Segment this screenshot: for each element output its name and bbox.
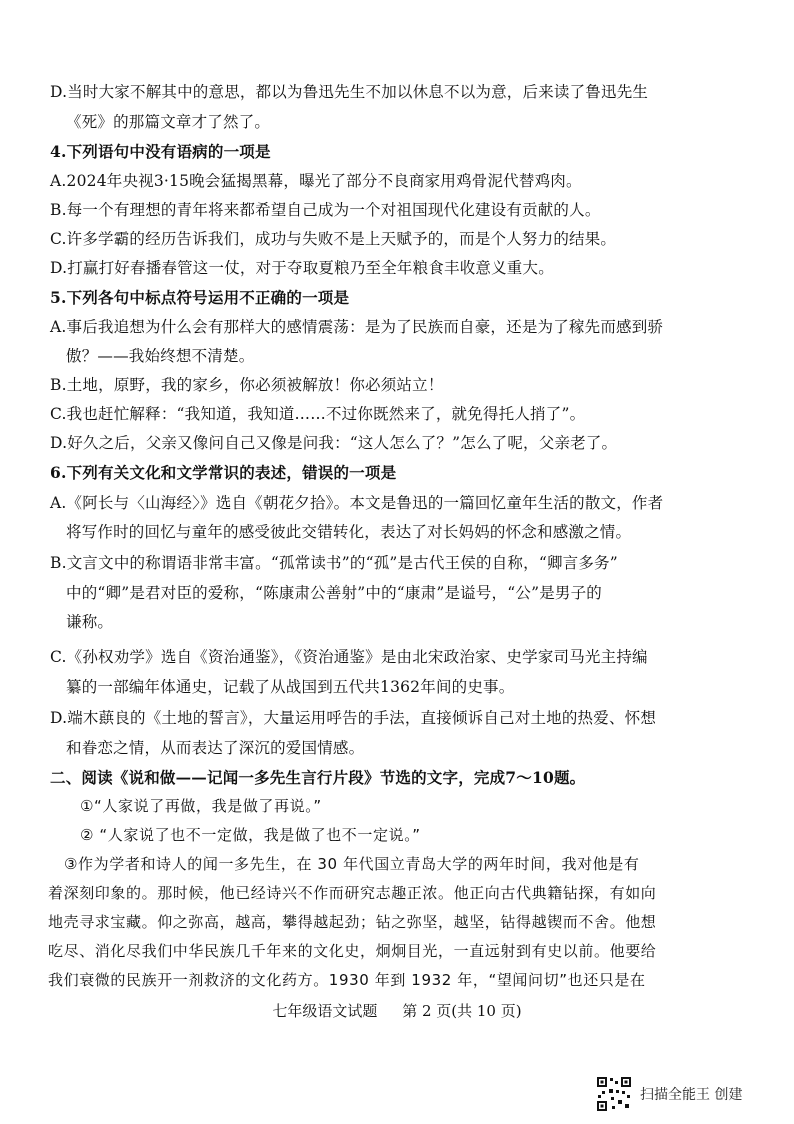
passage-line: 我们衰微的民族开一剂救济的文化药方。1930 年到 1932 年，“望闻问切”也还只是在 xyxy=(48,971,646,989)
option-line: A.2024年央视3·15晚会猛揭黑幕，曝光了部分不良商家用鸡骨泥代替鸡肉。 xyxy=(50,172,582,190)
option-line: 中的“卿”是君对臣的爱称，“陈康肃公善射”中的“康肃”是谥号，“公”是男子的 xyxy=(66,584,602,602)
option-line: A.《阿长与〈山海经〉》选自《朝花夕拾》。本文是鲁迅的一篇回忆童年生活的散文，作者 xyxy=(50,494,664,512)
passage-line: 吃尽、消化尽我们中华民族几千年来的文化史，炯炯目光，一直远射到有史以前。他要给 xyxy=(48,942,657,960)
scanner-watermark xyxy=(596,1074,742,1114)
question-heading: 4.下列语句中没有语病的一项是 xyxy=(50,142,271,161)
option-line: B.土地，原野，我的家乡，你必须被解放！你必须站立！ xyxy=(50,376,444,394)
option-line: D.打赢打好春播春管这一仗，对于夺取夏粮乃至全年粮食丰收意义重大。 xyxy=(50,259,554,277)
watermark-text: 扫描全能王 创建 xyxy=(640,1087,743,1103)
text-line: 《死》的那篇文章才了然了。 xyxy=(66,113,271,131)
page-number: 第 2 页(共 10 页) xyxy=(402,1002,522,1020)
option-line: C.许多学霸的经历告诉我们，成功与失败不是上天赋予的，而是个人努力的结果。 xyxy=(50,230,617,248)
passage-line: 着深刻印象的。那时候，他已经诗兴不作而研究志趣正浓。他正向古代典籍钻探，有如向 xyxy=(48,884,657,902)
option-line: C.《孙权劝学》选自《资治通鉴》，《资治通鉴》是由北宋政治家、史学家司马光主持编 xyxy=(50,648,648,666)
option-line: B.文言文中的称谓语非常丰富。“孤常读书”的“孤”是古代王侯的自称，“卿言多务” xyxy=(50,554,618,572)
question-heading: 5.下列各句中标点符号运用不正确的一项是 xyxy=(50,288,350,307)
option-line: 将写作时的回忆与童年的感受彼此交错转化，表达了对长妈妈的怀念和感激之情。 xyxy=(66,523,632,541)
option-line: C.我也赶忙解释：“我知道，我知道……不过你既然来了，就免得托人捎了”。 xyxy=(50,405,586,423)
passage-line: ①“人家说了再做，我是做了再说。” xyxy=(80,797,322,815)
question-heading: 6.下列有关文化和文学常识的表述，错误的一项是 xyxy=(50,463,397,482)
option-line: 谦称。 xyxy=(66,613,114,631)
option-line: 和眷恋之情，从而表达了深沉的爱国情感。 xyxy=(66,739,365,757)
passage-line: 地壳寻求宝藏。仰之弥高，越高，攀得越起劲；钻之弥坚，越坚，钻得越锲而不舍。他想 xyxy=(48,913,657,931)
option-line: B.每一个有理想的青年将来都希望自己成为一个对祖国现代化建设有贡献的人。 xyxy=(50,201,601,219)
option-line: 纂的一部编年体通史，记载了从战国到五代共1362年间的史事。 xyxy=(66,678,515,696)
page-footer xyxy=(0,1000,794,1021)
section-heading: 二、阅读《说和做——记闻一多先生言行片段》节选的文字，完成7～10题。 xyxy=(50,768,586,787)
qr-code-icon xyxy=(596,1076,632,1112)
option-line: D.端木蕻良的《土地的誓言》，大量运用呼告的手法，直接倾诉自己对土地的热爱、怀想 xyxy=(50,709,657,727)
footer-title: 七年级语文试题 xyxy=(272,1002,378,1020)
passage-line: ③作为学者和诗人的闻一多先生，在 30 年代国立青岛大学的两年时间，我对他是有 xyxy=(64,855,640,873)
text-line: D.当时大家不解其中的意思，都以为鲁迅先生不加以休息不以为意，后来读了鲁迅先生 xyxy=(50,83,649,101)
option-line: D.好久之后，父亲又像问自己又像是问我：“这人怎么了？”怎么了呢，父亲老了。 xyxy=(50,434,618,452)
passage-line: ② “人家说了也不一定做，我是做了也不一定说。” xyxy=(80,826,421,844)
option-line: 傲？——我始终想不清楚。 xyxy=(66,347,255,365)
option-line: A.事后我追想为什么会有那样大的感情震荡：是为了民族而自豪，还是为了稼先而感到骄 xyxy=(50,318,664,336)
